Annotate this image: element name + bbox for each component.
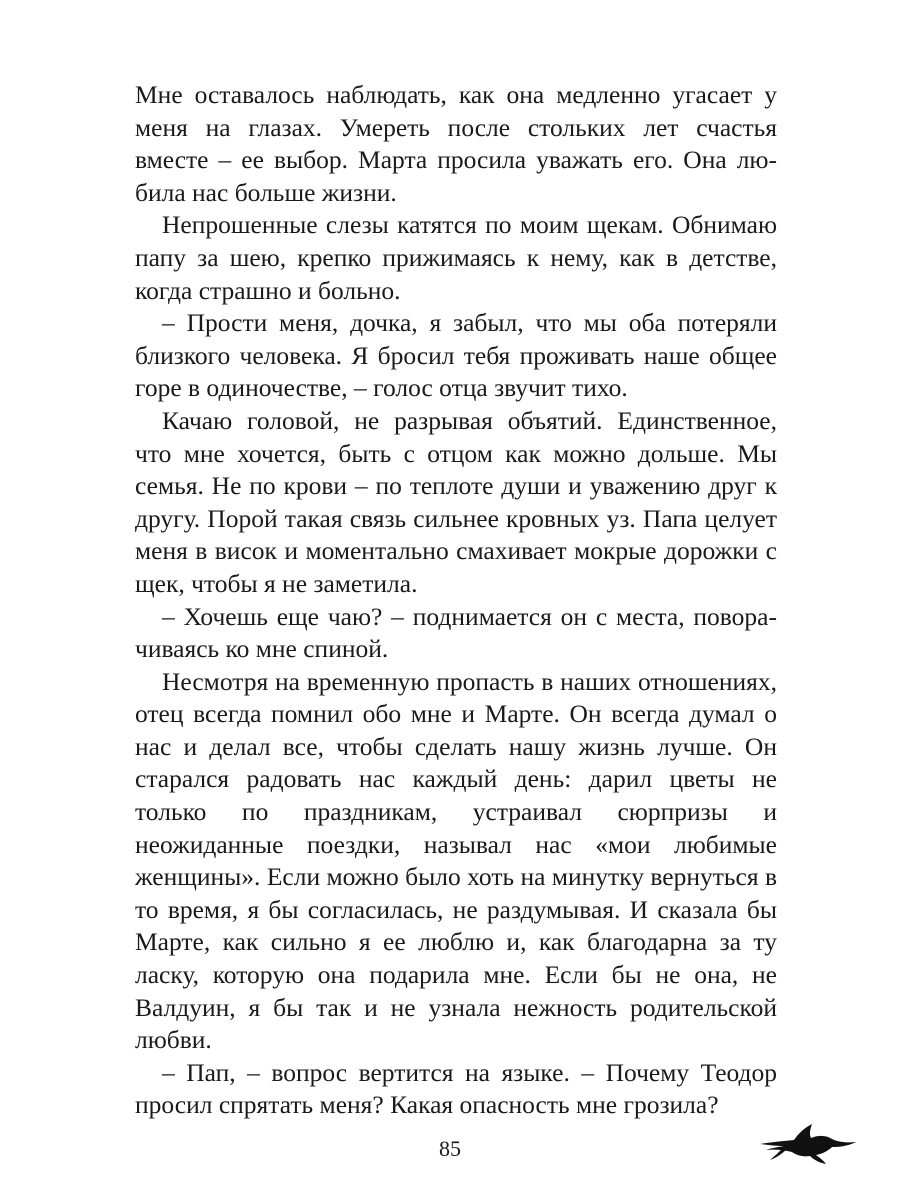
dragon-silhouette-icon — [758, 1122, 858, 1166]
paragraph-1: Мне оставалось наблюдать, как она медленно угасает у меня на глазах. Умереть после стольких лет счастья вместе – ее выбор. Марта просила уважать его. Она любила нас больше жизни. — [135, 80, 777, 207]
paragraph-2: Непрошенные слезы катятся по моим щекам. Обнимаю папу за шею, крепко прижимаясь к нему, как в детстве, когда страшно и больно. — [135, 210, 777, 305]
paragraph-7: – Пап, – вопрос вертится на языке. – Почему Теодор просил спрятать меня? Какая опасность мне грозила? — [135, 1057, 777, 1120]
paragraph-3: – Прости меня, дочка, я забыл, что мы оба потеряли близкого человека. Я бросил тебя проживать наше общее горе в одиночестве, – голос отца звучит тихо. — [135, 308, 777, 403]
paragraph-5: – Хочешь еще чаю? – поднимается он с места, поворачиваясь ко мне спиной. — [135, 601, 777, 664]
page-number: 85 — [439, 1136, 461, 1161]
paragraph-6: Несмотря на временную пропасть в наших отношениях, отец всегда помнил обо мне и Марте. Он всегда думал о нас и делал все, чтобы сделать нашу жизнь лучше. Он старался радовать нас каждый день: дарил цветы не только по праздникам, устраивал сюрпризы и неожиданные поездки, называл нас «мои любимые женщины». Если можно было хоть на минутку вернуться в то время, я бы согласилась, не раздумывая. И сказала бы Марте, как сильно я ее люблю и, как благодарна за ту ласку, которую она подарила мне. Если бы не она, не Валдуин, я бы так и не узнала нежность родительской любви. — [135, 666, 777, 1055]
paragraph-4: Качаю головой, не разрывая объятий. Единственное, что мне хочется, быть с отцом как можно дольше. Мы семья. Не по крови – по теплоте души и уважению друг к другу. Порой такая связь сильнее кровных уз. Папа целует меня в висок и моментально смахивает мокрые дорожки с щек, чтобы я не заметила. — [135, 405, 777, 598]
body-text — [135, 79, 777, 1122]
